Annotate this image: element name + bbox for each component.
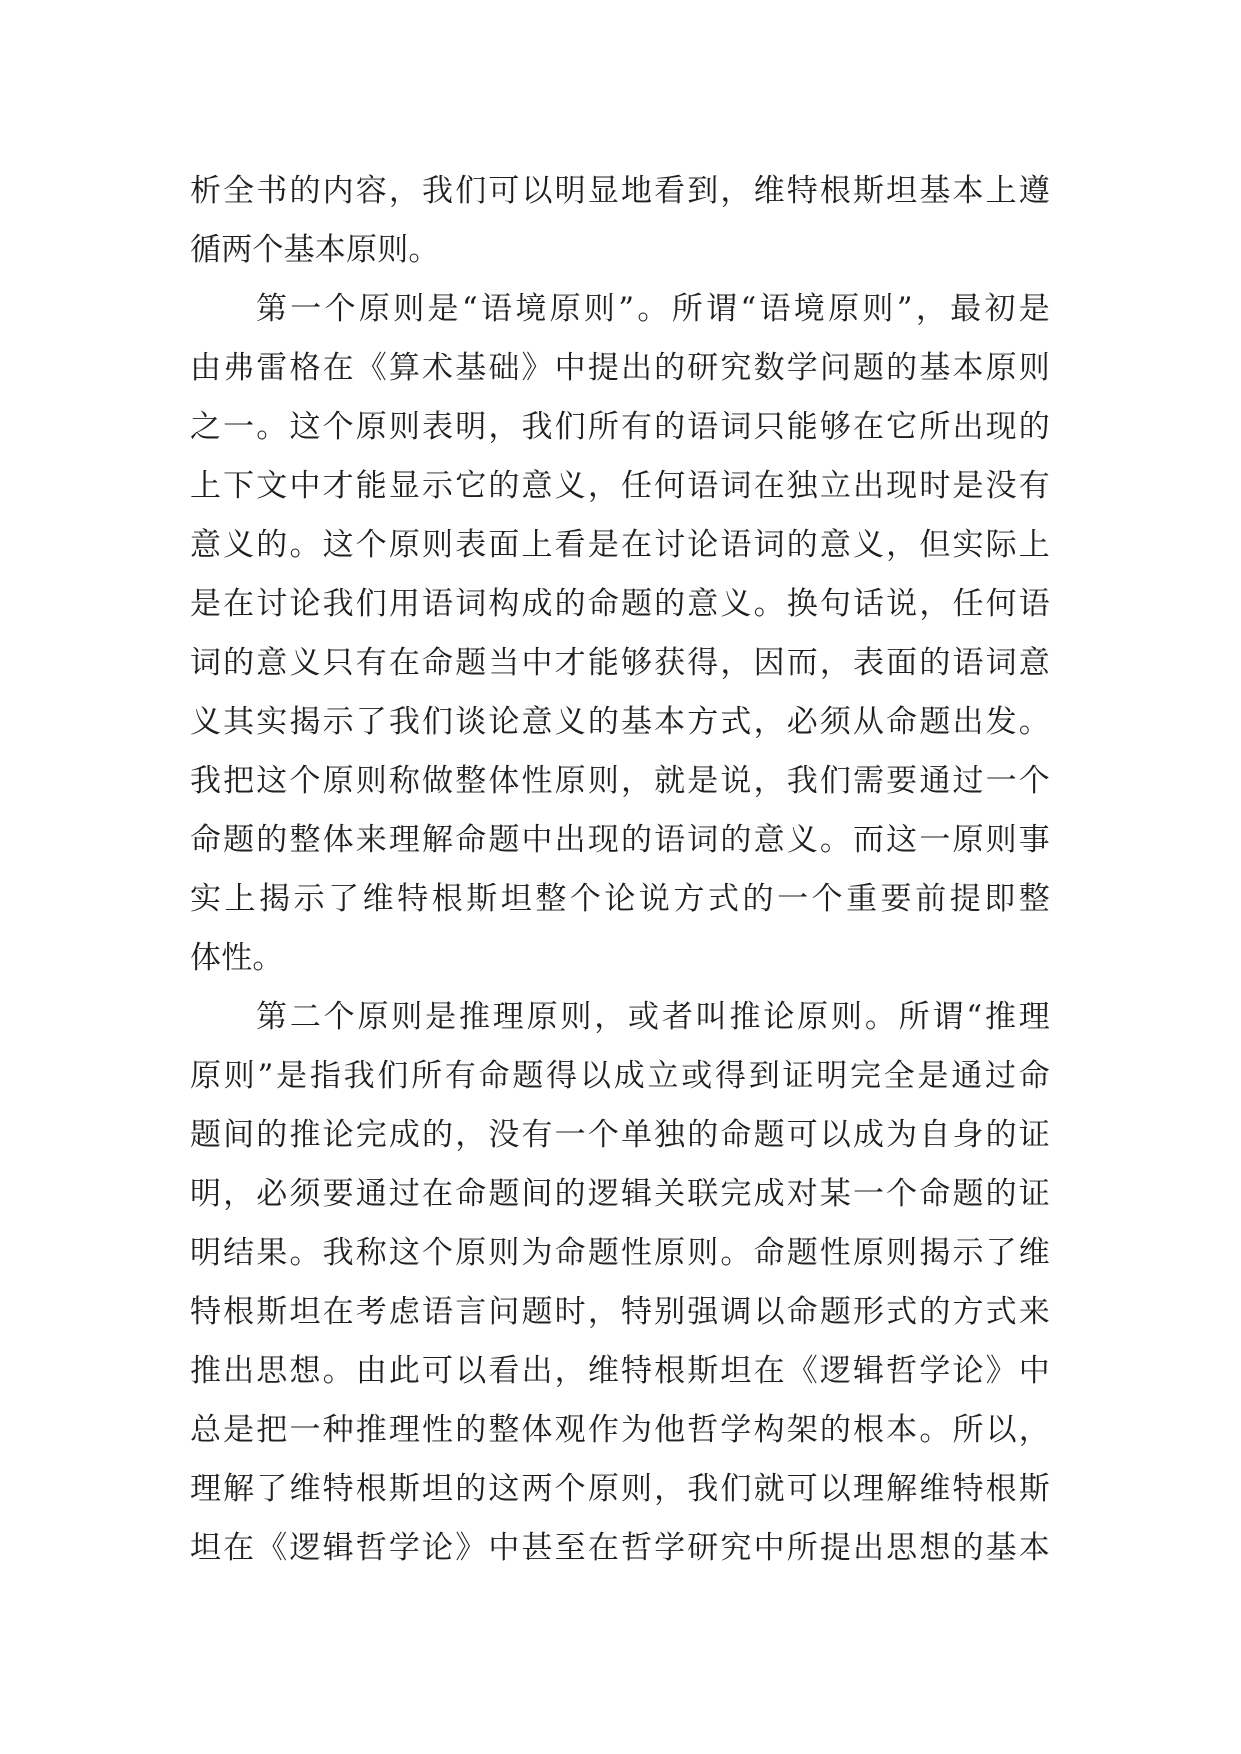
- text-line: 实上揭示了维特根斯坦整个论说方式的一个重要前提即整: [190, 881, 1050, 917]
- text-line: 之一。这个原则表明，我们所有的语词只能够在它所出现的: [190, 409, 1050, 445]
- text-line: 我把这个原则称做整体性原则，就是说，我们需要通过一个: [190, 763, 1050, 799]
- text-line: 上下文中才能显示它的意义，任何语词在独立出现时是没有: [190, 468, 1050, 504]
- text-line: 析全书的内容，我们可以明显地看到，维特根斯坦基本上遵: [190, 173, 1050, 209]
- text-line: 明，必须要通过在命题间的逻辑关联完成对某一个命题的证: [190, 1176, 1050, 1212]
- text-line: 理解了维特根斯坦的这两个原则，我们就可以理解维特根斯: [190, 1471, 1050, 1507]
- paragraph-first-line: 第二个原则是推理原则，或者叫推论原则。所谓“推理: [256, 999, 1050, 1035]
- text-line: 题间的推论完成的，没有一个单独的命题可以成为自身的证: [190, 1117, 1050, 1153]
- text-line: 词的意义只有在命题当中才能够获得，因而，表面的语词意: [190, 645, 1050, 681]
- text-line: 由弗雷格在《算术基础》中提出的研究数学问题的基本原则: [190, 350, 1050, 386]
- text-line: 意义的。这个原则表面上看是在讨论语词的意义，但实际上: [190, 527, 1050, 563]
- text-line: 义其实揭示了我们谈论意义的基本方式，必须从命题出发。: [190, 704, 1050, 740]
- text-line: 体性。: [190, 940, 284, 976]
- text-line: 明结果。我称这个原则为命题性原则。命题性原则揭示了维: [190, 1235, 1050, 1271]
- paragraph-first-line: 第一个原则是“语境原则”。所谓“语境原则”，最初是: [256, 291, 1050, 327]
- text-line: 原则”是指我们所有命题得以成立或得到证明完全是通过命: [190, 1058, 1050, 1094]
- body-text: [190, 162, 1050, 1578]
- text-line: 总是把一种推理性的整体观作为他哲学构架的根本。所以，: [190, 1412, 1050, 1448]
- text-line: 坦在《逻辑哲学论》中甚至在哲学研究中所提出思想的基本: [190, 1530, 1050, 1566]
- text-line: 是在讨论我们用语词构成的命题的意义。换句话说，任何语: [190, 586, 1050, 622]
- text-line: 推出思想。由此可以看出，维特根斯坦在《逻辑哲学论》中: [190, 1353, 1050, 1389]
- text-line: 循两个基本原则。: [190, 232, 440, 268]
- text-line: 特根斯坦在考虑语言问题时，特别强调以命题形式的方式来: [190, 1294, 1050, 1330]
- text-line: 命题的整体来理解命题中出现的语词的意义。而这一原则事: [190, 822, 1050, 858]
